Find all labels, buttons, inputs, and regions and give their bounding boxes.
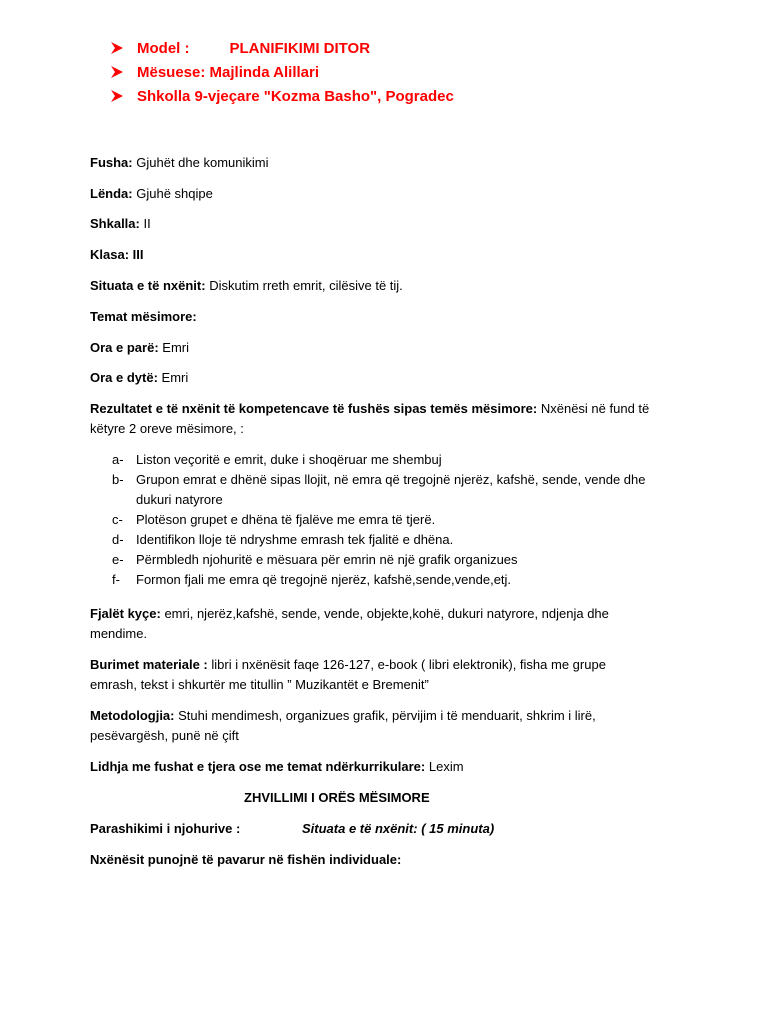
ora1-label: Ora e parë: [90,340,159,355]
lenda-row [90,184,660,204]
model-label: Model : [137,39,190,57]
arrow-bullet-icon [110,65,124,79]
klasa-label: Klasa: III [90,247,144,262]
temat-label: Temat mësimore: [90,309,197,324]
school-name: Shkolla 9-vjeçare "Kozma Basho", Pogradec [137,87,454,105]
situata-label: Situata e të nxënit: [90,278,206,293]
fjalet-label: Fjalët kyçe: [90,606,161,621]
lenda-value: Gjuhë shqipe [136,186,213,201]
list-item-letter: d- [112,532,124,547]
metodologjia-label: Metodologjia: [90,708,175,723]
situata-value: Diskutim rreth emrit, cilësive të tij. [209,278,403,293]
rezultatet-line1 [90,399,660,419]
list-item-letter: f- [112,572,120,587]
metodologjia-line2: pesëvargësh, punë në çift [90,728,239,743]
lenda-label: Lënda: [90,186,133,201]
list-item [112,470,672,510]
ora1-row [90,338,660,358]
model-title: PLANIFIKIMI DITOR [229,39,371,57]
burimet-line1 [90,655,660,675]
list-item [112,510,672,530]
fjalet-block [90,604,660,644]
list-item-text: Identifikon lloje të ndryshme emrash tek fjalitë e dhëna. [136,532,454,547]
metodologjia-block [90,706,660,746]
list-item [112,450,672,470]
lidhja-value: Lexim [428,759,464,774]
lidhja-label: Lidhja me fushat e tjera ose me temat ndërkurrikulare: [90,759,426,774]
lidhja-row [90,757,660,777]
fusha-label: Fusha: [90,155,133,170]
arrow-bullet-icon [110,41,124,55]
burimet-line2: emrash, tekst i shkurtër me titullin ” Muzikantët e Bremenit” [90,677,429,692]
shkalla-row [90,214,660,234]
rezultatet-intro: Nxënësi në fund të [540,401,650,416]
fusha-value: Gjuhët dhe komunikimi [136,155,269,170]
arrow-bullet-icon [110,89,124,103]
list-item-letter: a- [112,452,124,467]
list-item-letter: c- [112,512,123,527]
list-item-text: Plotëson grupet e dhëna të fjalëve me emra të tjerë. [136,512,436,527]
rezultatet-block [90,399,660,439]
ora1-value: Emri [162,340,189,355]
list-item [112,570,672,590]
list-item-letter: e- [112,552,124,567]
list-item [112,530,672,550]
temat-row [90,307,660,327]
list-item-text: Grupon emrat e dhënë sipas llojit, në emra që tregojnë njerëz, kafshë, sende, vende dhe dukuri natyrore [136,472,646,507]
list-item-text: Formon fjali me emra që tregojnë njerëz, kafshë,sende,vende,etj. [136,572,512,587]
ora2-value: Emri [161,370,189,385]
fjalet-line2: mendime. [90,626,148,641]
nxenesit-line: Nxënësit punojnë të pavarur në fishën individuale: [90,852,402,867]
parashikimi-label: Parashikimi i njohurive : [90,821,241,836]
fjalet-text: emri, njerëz,kafshë, sende, vende, objekte,kohë, dukuri natyrore, ndjenja dhe [164,606,609,621]
header-section [110,36,454,108]
ora2-label: Ora e dytë: [90,370,158,385]
header-line-model [110,36,454,60]
teacher-name: Mësuese: Majlinda Alillari [137,63,319,81]
header-line-teacher [110,60,454,84]
rezultatet-line2: këtyre 2 oreve mësimore, : [90,421,244,436]
shkalla-value: II [143,216,151,231]
metodologjia-text: Stuhi mendimesh, organizues grafik, përvijim i të menduarit, shkrim i lirë, [178,708,596,723]
burimet-label: Burimet materiale : [90,657,208,672]
burimet-block [90,655,660,695]
shkalla-label: Shkalla: [90,216,140,231]
outcomes-list [112,450,672,590]
parashikimi-value: Situata e të nxënit: ( 15 minuta) [302,821,495,836]
metodologjia-line1 [90,706,660,726]
header-line-school [110,84,454,108]
situata-row [90,276,660,296]
list-item-letter: b- [112,472,124,487]
ora2-row [90,368,660,388]
list-item [112,550,672,570]
rezultatet-label: Rezultatet e të nxënit të kompetencave të fushës sipas temës mësimore: [90,401,538,416]
parashikimi-row [90,819,660,839]
zhvillimi-title: ZHVILLIMI I ORËS MËSIMORE [244,790,430,805]
fusha-row [90,153,660,173]
list-item-text: Liston veçoritë e emrit, duke i shoqëruar me shembuj [136,452,442,467]
klasa-row [90,245,660,265]
burimet-text: libri i nxënësit faqe 126-127, e-book ( libri elektronik), fisha me grupe [211,657,606,672]
fjalet-line1 [90,604,660,624]
list-item-text: Përmbledh njohuritë e mësuara për emrin në një grafik organizues [136,552,518,567]
